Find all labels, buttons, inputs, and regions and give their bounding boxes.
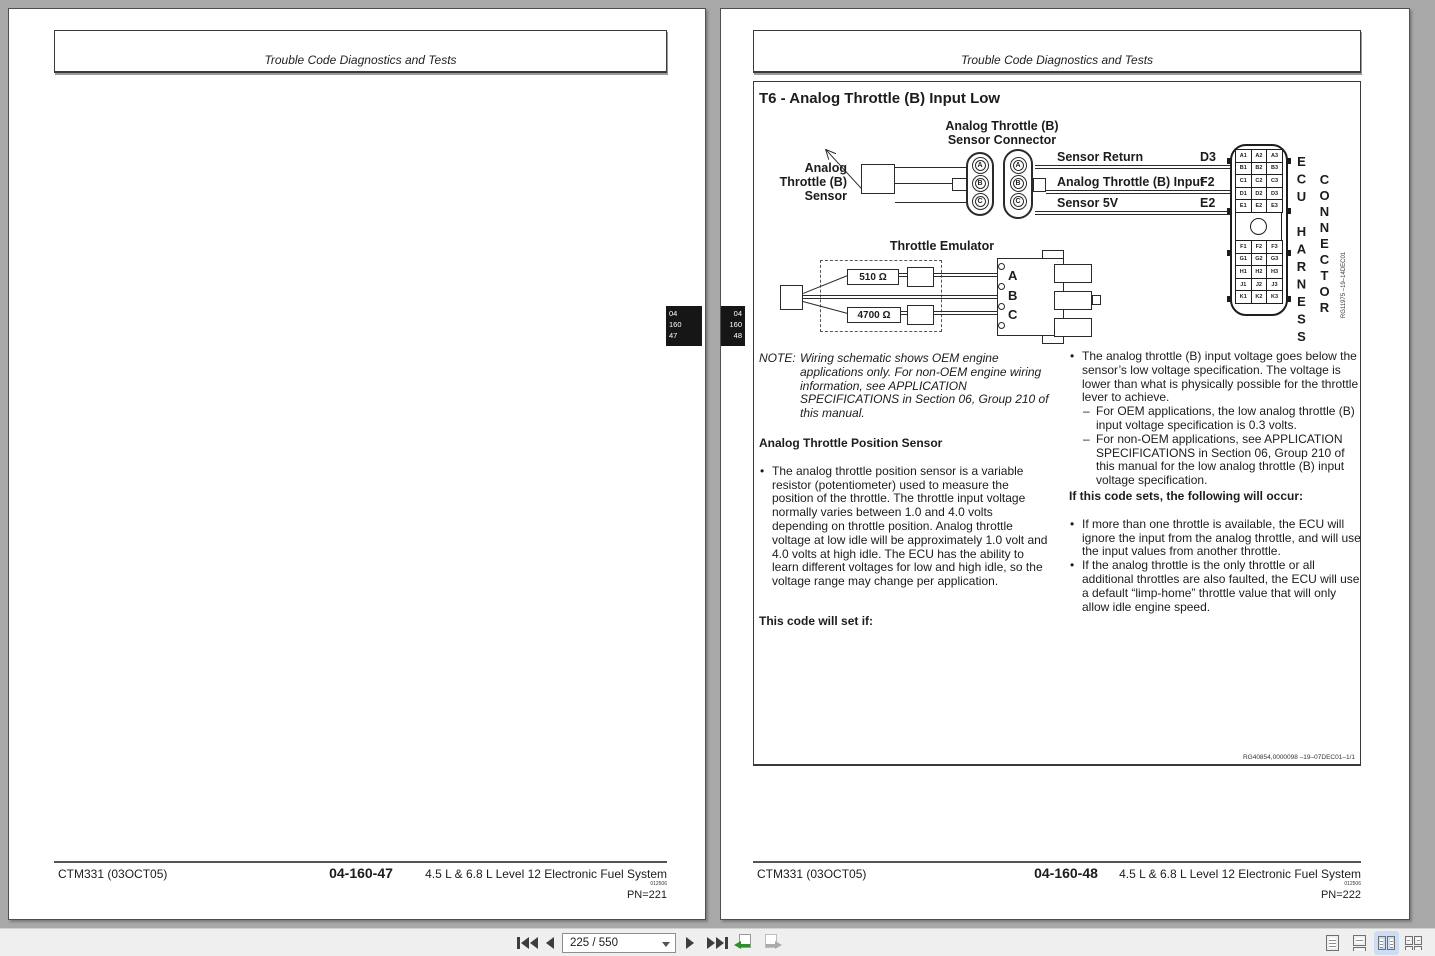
footer-rule	[753, 861, 1361, 863]
ecu-nub	[1287, 296, 1291, 302]
block-terminal-nub	[1092, 295, 1101, 305]
wire-label: Sensor Return	[1057, 150, 1144, 164]
ecu-pin-h1: H1	[1235, 265, 1252, 279]
connector-pin-b	[972, 175, 989, 192]
ecu-pin-j2: J2	[1251, 278, 1268, 292]
connector-pin-b	[1010, 175, 1027, 192]
ecu-pin-k2: K2	[1251, 290, 1268, 304]
section-title: T6 - Analog Throttle (B) Input Low	[759, 90, 1001, 107]
footer-rule	[54, 861, 667, 863]
dash-item	[1069, 405, 1361, 433]
ecu-pin-g2: G2	[1251, 253, 1268, 267]
pin-letter: A	[975, 160, 986, 171]
previous-view-button[interactable]	[736, 933, 756, 953]
ecu-pin-c3: C3	[1266, 174, 1283, 188]
sensor-lead-middle	[895, 183, 952, 184]
first-page-icon	[521, 937, 529, 949]
ecu-pin-j1: J1	[1235, 278, 1252, 292]
page-edge-tab	[721, 306, 745, 346]
footer-manual-title: 4.5 L & 6.8 L Level 12 Electronic Fuel System	[425, 867, 667, 881]
ecu-pin-c2: C2	[1251, 174, 1268, 188]
label-line: Analog	[804, 161, 847, 175]
ecu-nub	[1227, 158, 1231, 164]
continuous-layout-icon	[1353, 947, 1366, 951]
two-page-layout-icon	[1387, 936, 1395, 950]
bullet-marker: •	[1070, 558, 1075, 573]
connector-pin-a	[972, 157, 989, 174]
pin-letter: C	[975, 196, 986, 207]
continuous-layout-icon	[1353, 935, 1366, 952]
wire-label: Analog Throttle (B) Input	[1057, 175, 1205, 189]
harness-stub	[1033, 178, 1046, 192]
connector-pin-c	[1010, 193, 1027, 210]
emulator-inline-connector	[907, 305, 934, 325]
first-page-button[interactable]	[517, 934, 538, 952]
ecu-connector-label: CONNECTOR	[1317, 172, 1332, 316]
bullet-text: The analog throttle position sensor is a variable resistor (potentiometer) used to measure the position of the throttle. The throttle input voltage normally varies between 1.0 and 4.0 volts depending on throttle position. Analog throttle voltage at low idle will be approximately 1.0 volt and 4.0 volts at high idle. The ECU has the ability to learn different voltages for low and high idle, so the voltage range may change per application.	[772, 463, 1048, 589]
two-page-continuous-layout-icon	[1414, 936, 1422, 945]
subsection-heading: If this code sets, the following will occur:	[1069, 488, 1304, 503]
ecu-pin-grid-bottom	[1236, 241, 1283, 304]
emulator-wire-b	[803, 295, 997, 299]
next-view-button[interactable]	[762, 933, 782, 953]
label-line: Analog Throttle (B)	[945, 119, 1059, 133]
ecu-pin-b2: B2	[1251, 162, 1268, 176]
bullet-marker: •	[760, 463, 765, 478]
bullet-text: If more than one throttle is available, the ECU will ignore the input from the analog throttle, and will use the input values from another throttle.	[1082, 516, 1361, 559]
previous-page-button[interactable]	[546, 934, 554, 952]
bullet-item	[1069, 350, 1361, 405]
emulator-wire	[899, 273, 907, 277]
emulator-wire-c	[934, 311, 997, 315]
wire-sensor-5v	[1035, 211, 1230, 215]
ecu-pin-d3: D3	[1266, 187, 1283, 201]
edge-tab-line: 04	[669, 309, 678, 318]
two-page-layout-icon	[1378, 936, 1386, 950]
ecu-pin-k3: K3	[1266, 290, 1283, 304]
throttle-sensor-body	[861, 164, 895, 194]
manual-page-right	[720, 8, 1410, 920]
first-page-icon	[530, 937, 538, 949]
block-terminal	[1054, 291, 1092, 310]
ecu-nub	[1287, 250, 1291, 256]
next-page-button[interactable]	[686, 934, 694, 952]
ecu-pin-e1: E1	[1235, 199, 1252, 213]
connector-pin-c	[972, 193, 989, 210]
emulator-pin-c: C	[1008, 307, 1018, 322]
previous-page-icon	[546, 937, 554, 949]
ecu-pin-f2: F2	[1251, 240, 1268, 254]
emulator-inline-connector	[907, 267, 934, 287]
block-socket	[998, 303, 1005, 310]
bullet-item	[759, 465, 1051, 589]
footer-doc-code: CTM331 (03OCT05)	[757, 867, 867, 881]
ecu-nub	[1227, 296, 1231, 302]
ecu-keyway-cell	[1235, 212, 1282, 241]
block-terminal	[1054, 264, 1092, 283]
wire-pin: D3	[1200, 150, 1216, 164]
edge-tab-line: 160	[729, 319, 742, 329]
ecu-pin-b1: B1	[1235, 162, 1252, 176]
wire-throttle-input	[1046, 190, 1230, 194]
ecu-nub	[1227, 250, 1231, 256]
two-page-continuous-layout-icon	[1414, 946, 1422, 950]
label-line: Sensor Connector	[947, 133, 1057, 147]
ecu-pin-f1: F1	[1235, 240, 1252, 254]
two-page-continuous-layout-icon	[1405, 936, 1413, 945]
last-page-icon	[725, 937, 728, 949]
edge-tab-line: 160	[669, 319, 682, 329]
block-socket	[998, 263, 1005, 270]
chevron-down-icon	[662, 942, 670, 947]
ecu-nub	[1287, 208, 1291, 214]
ecu-pin-d1: D1	[1235, 187, 1252, 201]
last-page-icon	[716, 937, 724, 949]
ecu-pin-f3: F3	[1266, 240, 1283, 254]
pin-letter: B	[1013, 178, 1024, 189]
section-text-left-column	[759, 352, 1051, 629]
running-header-box	[54, 30, 667, 73]
next-view-icon	[775, 941, 782, 949]
pin-letter: B	[975, 178, 986, 189]
edge-tab-line: 04	[733, 309, 742, 318]
ecu-pin-c1: C1	[1235, 174, 1252, 188]
single-page-layout-button[interactable]	[1320, 931, 1345, 955]
running-header-box	[753, 30, 1361, 73]
subsection-heading: This code will set if:	[759, 613, 874, 628]
ecu-keyway-circle	[1250, 218, 1267, 235]
emulator-plug	[780, 285, 803, 310]
bullet-item	[1069, 518, 1361, 559]
running-header-title: Trouble Code Diagnostics and Tests	[960, 53, 1154, 67]
next-page-icon	[686, 937, 694, 949]
footer-page-code: 04-160-48	[1034, 865, 1098, 881]
previous-view-icon	[740, 944, 750, 947]
block-socket	[998, 283, 1005, 290]
running-header-title: Trouble Code Diagnostics and Tests	[264, 53, 457, 67]
continuous-layout-icon	[1353, 935, 1366, 946]
dash-item	[1069, 433, 1361, 488]
bullet-marker: •	[1070, 349, 1075, 363]
page-number-combobox[interactable]	[562, 933, 676, 953]
single-page-layout-icon	[1326, 935, 1339, 951]
footer-print-code: 012506	[1344, 881, 1361, 887]
dash-marker: –	[1083, 431, 1090, 446]
wire-label: Sensor 5V	[1057, 196, 1119, 210]
ecu-pin-a3: A3	[1266, 149, 1283, 163]
emulator-wire-a	[934, 273, 997, 277]
block-socket	[998, 322, 1005, 329]
sensor-label	[774, 161, 847, 203]
footer-print-code: 012506	[650, 881, 667, 887]
edge-tab-line: 48	[733, 330, 742, 340]
footer-doc-code: CTM331 (03OCT05)	[58, 867, 168, 881]
ecu-nub	[1287, 158, 1291, 164]
last-page-icon	[707, 937, 715, 949]
footer-manual-title: 4.5 L & 6.8 L Level 12 Electronic Fuel System	[1119, 867, 1361, 881]
bullet-item	[1069, 559, 1361, 614]
two-page-continuous-layout-button[interactable]	[1401, 931, 1426, 955]
bullet-text: If the analog throttle is the only throttle or all additional throttles are also faulted, the ECU will use a default “limp-home” throttle value that will only allow idle engine speed.	[1082, 558, 1360, 614]
pin-letter: C	[1013, 196, 1024, 207]
trouble-code-section	[753, 81, 1361, 766]
two-page-layout-button[interactable]	[1374, 931, 1399, 955]
subsection-heading: Analog Throttle Position Sensor	[759, 435, 943, 450]
emulator-pin-a: A	[1008, 268, 1018, 283]
dash-text: For OEM applications, the low analog throttle (B) input voltage specification is 0.3 volts.	[1096, 404, 1355, 432]
first-page-icon	[517, 937, 520, 949]
dash-marker: –	[1083, 404, 1090, 419]
emulator-pin-b: B	[1008, 288, 1018, 303]
two-page-continuous-layout-icon	[1414, 936, 1422, 951]
ecu-pin-g3: G3	[1266, 253, 1283, 267]
ecu-pin-a2: A2	[1251, 149, 1268, 163]
continuous-layout-button[interactable]	[1347, 931, 1372, 955]
note-label: NOTE:	[759, 351, 796, 365]
ecu-pin-b3: B3	[1266, 162, 1283, 176]
block-top-notch	[1042, 250, 1064, 259]
page-edge-tab	[666, 306, 702, 346]
bullet-text: The analog throttle (B) input voltage goes below the sensor’s low voltage specification. The voltage is lower than what is physically possible for the throttle lever to achieve.	[1082, 349, 1359, 405]
last-page-button[interactable]	[707, 934, 728, 952]
ecu-pin-j3: J3	[1266, 278, 1283, 292]
ecu-pin-grid-top	[1236, 150, 1283, 213]
ecu-pin-h3: H3	[1266, 265, 1283, 279]
dash-text: For non-OEM applications, see APPLICATION SPECIFICATIONS in Section 06, Group 210 of this manual for the low analog throttle (B) input voltage specification.	[1096, 431, 1345, 488]
footer-page-code: 04-160-47	[329, 865, 393, 881]
ecu-pin-d2: D2	[1251, 187, 1268, 201]
ecu-pin-h2: H2	[1251, 265, 1268, 279]
bullet-marker: •	[1070, 516, 1075, 531]
figure-side-reference: RG11975 –19–14DEC01	[1341, 251, 1347, 319]
pin-letter: A	[1013, 160, 1024, 171]
wire-sensor-return	[1035, 165, 1230, 169]
wire-pin: E2	[1200, 196, 1216, 210]
figure-reference: RG40854,0000098 –19–07DEC01–1/1	[1242, 754, 1355, 761]
wire-pin: F2	[1200, 175, 1215, 189]
label-line: Sensor	[804, 189, 847, 203]
footer-pn: PN=221	[626, 889, 667, 901]
emulator-title: Throttle Emulator	[889, 239, 995, 253]
note-paragraph	[759, 352, 1051, 421]
section-text-right-column	[1069, 350, 1361, 614]
previous-view-icon	[734, 941, 741, 949]
ecu-pin-a1: A1	[1235, 149, 1252, 163]
ecu-pin-k1: K1	[1235, 290, 1252, 304]
two-page-continuous-layout-icon	[1405, 946, 1413, 950]
two-page-continuous-layout-icon	[1405, 936, 1413, 951]
edge-tab-line: 47	[669, 330, 678, 340]
manual-page-left	[8, 8, 706, 920]
ecu-pin-e3: E3	[1266, 199, 1283, 213]
page-indicator: 225 / 550	[570, 937, 618, 949]
block-terminal	[1054, 318, 1092, 337]
ecu-pin-e2: E2	[1251, 199, 1268, 213]
resistor-510: 510 Ω	[847, 269, 899, 285]
ecu-nub	[1227, 208, 1231, 214]
connector-pin-a	[1010, 157, 1027, 174]
viewer-status-bar	[0, 928, 1435, 956]
label-line: Throttle (B)	[779, 175, 847, 189]
footer-pn: PN=222	[1320, 889, 1361, 901]
note-text: Wiring schematic shows OEM engine applications only. For non-OEM engine wiring information, see APPLICATION SPECIFICATIONS in Section 06, Group 210 of this manual.	[800, 351, 1049, 421]
resistor-4700: 4700 Ω	[847, 307, 901, 323]
ecu-harness-label: ECU HARNESS	[1294, 154, 1309, 347]
ecu-pin-g1: G1	[1235, 253, 1252, 267]
sensor-connector-label	[902, 119, 1102, 147]
